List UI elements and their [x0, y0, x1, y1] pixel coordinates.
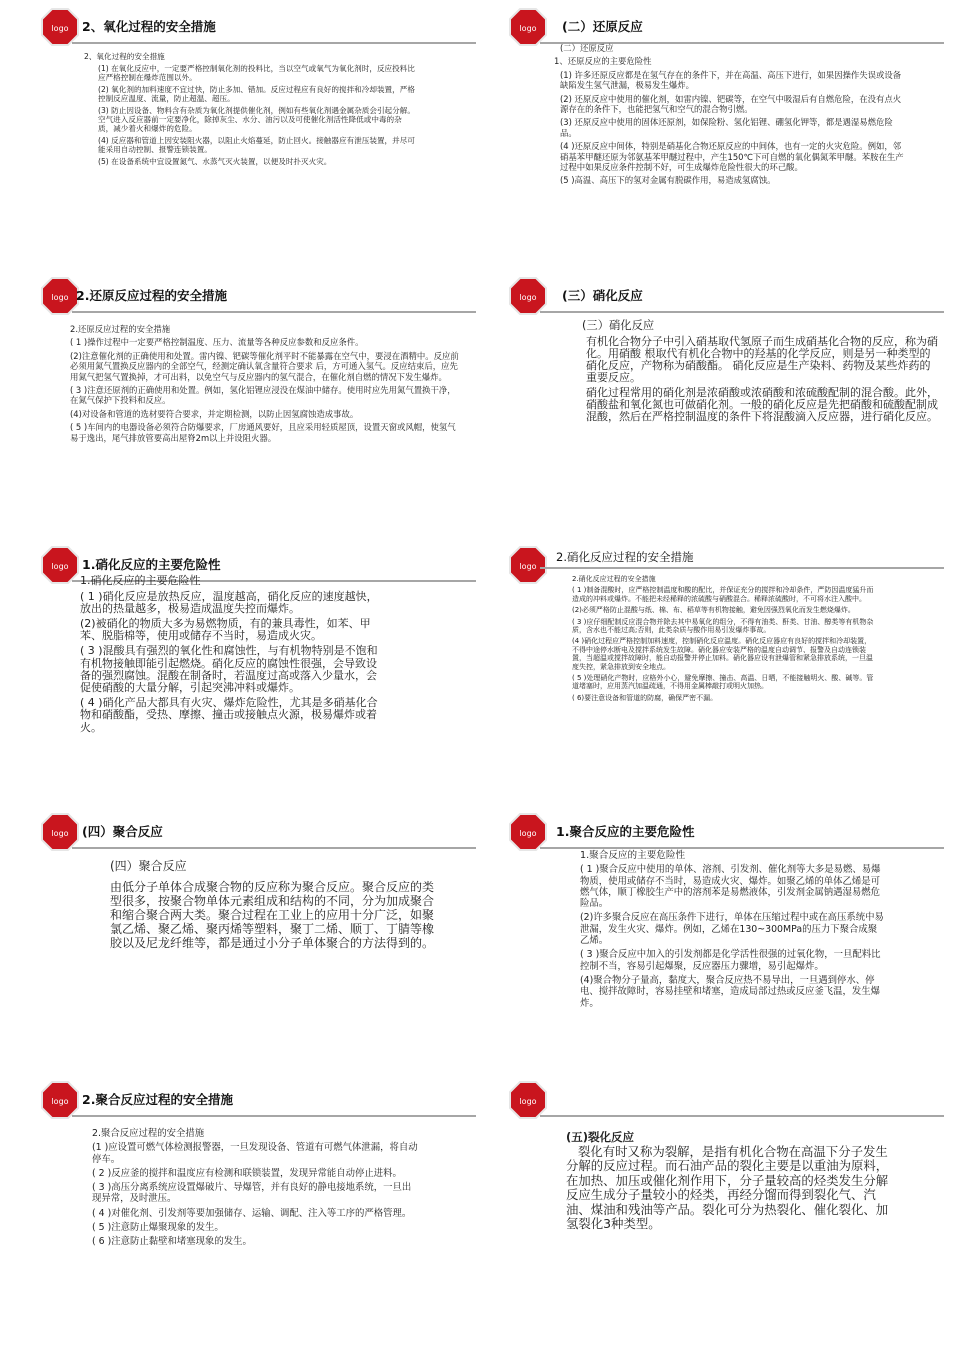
logo-badge — [40, 7, 80, 47]
list-item: ( 1 )硝化反应是放热反应，温度越高，硝化反应的速度越快，放出的热量越多，极易造成温度失控而爆炸。 — [80, 589, 378, 615]
list-item: ( 3 )聚合反应中加入的引发剂都是化学活性很强的过氧化物，一旦配料比控制不当，容易引起爆聚，反应器压力骤增，易引起爆炸。 — [580, 949, 881, 972]
logo-badge — [508, 1080, 548, 1120]
content-heading: 2.还原反应过程的安全措施 — [70, 324, 171, 334]
list-item: (3) 还原反应中使用的固体还原剂，如保险粉、氢化铝锂、硼氢化钾等，都是遇湿易燃危险品。 — [560, 117, 893, 138]
slide-title: (三）硝化反应 — [562, 288, 643, 303]
slide-content — [82, 52, 416, 169]
list-item: ( 3 )应仔细配制反应混合物并除去其中易氧化的组分，不得有油类、酐类、甘油、醇类等有机物杂质，含水也不能过高;否则，此类杂质与酸作用易引发爆炸事故。 — [572, 617, 874, 635]
slide-content — [80, 575, 384, 737]
list-item: ( 5 )注意防止爆聚现象的发生。 — [92, 1222, 224, 1234]
list-item: (2)必须严格防止混酸与纸、棉、布、稻草等有机物接触，避免因强烈氧化而发生燃烧爆炸。 — [572, 606, 855, 615]
content-heading: (五)裂化反应 — [566, 1130, 635, 1144]
logo-badge — [40, 276, 80, 316]
logo-badge — [40, 812, 80, 852]
title-divider — [72, 311, 476, 313]
slide-content — [70, 324, 464, 446]
logo-badge — [508, 812, 548, 852]
svg-text:logo: logo — [51, 1097, 69, 1106]
list-item: ( 5 )车间内的电器设备必须符合防爆要求，厂房通风要好，且应采用轻质屋顶，设置天窗或风帽，使氢气易于逸出，尾气排放管要高出屋脊2m以上并设阻火器。 — [70, 422, 456, 443]
slide-polymerization — [36, 810, 476, 1060]
list-item: ( 6 )注意防止黏壁和堵塞现象的发生。 — [92, 1236, 252, 1248]
slide-title: 2.硝化反应过程的安全措施 — [556, 550, 694, 564]
slide-oxidation-safety — [36, 5, 476, 255]
content-heading: (三）硝化反应 — [582, 319, 655, 332]
paragraph: 裂化有时又称为裂解，是指有机化合物在高温下分子发生分解的反应过程。而石油产品的裂化主要是以重油为原料，在加热、加压或催化剂作用下，分子量较高的烃类发生分解反应生成分子量较小的烃类，再经分馏而得到裂化气、汽油、煤油和残油等产品。裂化可分为热裂化、催化裂化、加氢裂化3种类型。 — [566, 1144, 889, 1232]
slide-title: 1.聚合反应的主要危险性 — [556, 824, 695, 839]
list-item: ( 3 )注意还原剂的正确使用和处置。例如，氢化铝锂应浸没在煤油中储存。使用时应先用氮气置换干净，在氮气保护下投料和反应。 — [70, 385, 456, 406]
slide-content — [582, 319, 940, 426]
content-heading: (二）还原反应 — [560, 43, 614, 53]
list-item: (4)聚合物分子量高，黏度大，聚合反应热不易导出，一旦遇到停水、停电、搅拌故障时，容易挂壁和堵塞，造成局部过热或反应釜飞温，发生爆炸。 — [580, 974, 881, 1009]
list-item: (3) 防止因设备、物料含有杂质为氧化剂提供催化剂，例如有些氧化剂遇金属杂质会引起分解。空气进入反应器前一定要净化，除掉灰尘、水分、油污以及可使催化剂活性降低或中毒的杂质，减少着火和爆炸的危险。 — [98, 106, 415, 133]
slide-content — [554, 43, 906, 189]
list-item: (1) 许多还原反应都是在氢气存在的条件下，并在高温、高压下进行，如果因操作失误或设备缺陷发生氢气泄漏，极易发生爆炸。 — [560, 69, 902, 91]
logo-badge — [508, 545, 548, 585]
svg-text:logo: logo — [519, 562, 537, 571]
slide-nitration-hazards — [36, 543, 476, 793]
content-heading: 2.聚合反应过程的安全措施 — [92, 1128, 205, 1139]
svg-text:logo: logo — [51, 829, 69, 838]
slide-title: 2、氧化过程的安全措施 — [82, 19, 216, 34]
logo-badge — [40, 545, 80, 585]
svg-text:logo: logo — [519, 829, 537, 838]
title-divider — [540, 1115, 944, 1117]
title-divider — [72, 847, 476, 849]
svg-text:logo: logo — [519, 1097, 537, 1106]
title-divider — [72, 1115, 476, 1117]
list-item: (1 )应设置可燃气体检测报警器，一旦发现设备、管道有可燃气体泄漏，将自动停车。 — [92, 1142, 418, 1165]
slide-content — [92, 1128, 420, 1251]
slide-content — [572, 575, 878, 705]
list-item: ( 3 )高压分离系统应设置爆破片、导爆管，并有良好的静电接地系统，一旦出现异常，及时泄压。 — [92, 1182, 412, 1205]
list-item: ( 1 )制备混酸时，应严格控制温度和酸的配比，并保证充分的搅拌和冷却条件，严防因温度猛升而造成的冲料或爆炸。不能把未经稀释的浓硫酸与硝酸混合。稀释浓硫酸时，不可将水注入酸中。 — [572, 586, 874, 603]
list-item: (4 )硝化过程应严格控制加料速度，控制硝化反应温度。硝化反应器应有良好的搅拌和冷却装置，不得中途停水断电及搅拌系统发生故障。硝化器应安装严格的温度自动调节、报警及自动连锁装置，当超温或搅拌故障时，能自动报警并停止加料。硝化器应设有泄爆管和紧急排放系统，一旦温度失控，紧急排放到安全地点。 — [572, 637, 873, 671]
logo-badge — [40, 1080, 80, 1120]
list-item: (4 )还原反应中间体，特别是硝基化合物还原反应的中间体，也有一定的火灾危险。例如，邻硝基苯甲醚还原为邻氨基苯甲醚过程中，产生150℃下可自燃的氧化偶氮苯甲醚。苯胺在生产过程中如果反应条件控制不好，可生成爆炸危险性很大的环己酸。 — [560, 141, 904, 173]
list-item: (5) 在设备系统中宜设置氮气、水蒸气灭火装置，以便及时扑灭火灾。 — [98, 157, 332, 166]
slide-content — [580, 850, 884, 1012]
slide-title: (二）还原反应 — [562, 19, 643, 34]
logo-text: logo — [51, 24, 69, 33]
content-heading: 2、氧化过程的安全措施 — [84, 52, 165, 61]
slide-reduction — [504, 5, 944, 255]
slide-nitration — [504, 274, 944, 524]
slide-title: 2.聚合反应过程的安全措施 — [82, 1092, 233, 1107]
slide-reduction-safety — [36, 274, 476, 524]
content-subheading: 1、还原反应的主要危险性 — [554, 56, 652, 67]
list-item: (2) 氧化剂的加料速度不宜过快，防止多加、错加。反应过程应有良好的搅拌和冷却装置，严格控制反应温度、流量，防止超温、超压。 — [98, 85, 415, 103]
slide-nitration-safety — [504, 543, 944, 793]
slide-content — [110, 860, 440, 953]
list-item: ( 1 )聚合反应中使用的单体、溶剂、引发剂、催化剂等大多是易燃、易爆物质，使用或储存不当时，易造成火灾、爆炸。如聚乙烯的单体乙烯是可燃气体，顺丁橡胶生产中的溶剂苯是易燃液体，引发剂金属钠遇湿易燃危险品。 — [580, 864, 881, 910]
slide-content — [566, 1130, 894, 1234]
list-item: (1) 在氧化反应中，一定要严格控制氧化剂的投料比，当以空气或氧气为氧化剂时，反应投料比应严格控制在爆炸范围以外。 — [98, 64, 415, 82]
list-item: (4) 反应器和管道上因安装阻火器，以阻止火焰蔓延，防止回火。接触器应有泄压装置，并尽可能采用自动控制、报警连锁装置。 — [98, 136, 415, 154]
title-divider — [540, 847, 944, 849]
slide-title: 1.硝化反应的主要危险性 — [82, 557, 221, 572]
content-heading: 1.聚合反应的主要危险性 — [580, 850, 686, 861]
slide-title: (四）聚合反应 — [82, 824, 163, 839]
list-item: ( 4 )对催化剂、引发剂等要加强储存、运输、调配、注入等工序的严格管理。 — [92, 1207, 412, 1219]
paragraph: 有机化合物分子中引入硝基取代氢原子而生成硝基化合物的反应，称为硝化。用硝酸 根取代有机化合物中的羟基的化学反应，则是另一种类型的硝化反应，产物称为硝酸酯。 硝化反应是生产染料、药物及某些炸药的重要反应。 — [586, 334, 938, 384]
list-item: ( 1 )操作过程中一定要严格控制温度、压力、流量等各种反应参数和反应条件。 — [70, 337, 364, 348]
content-heading: 1.硝化反应的主要危险性 — [80, 574, 201, 587]
content-heading: (四）聚合反应 — [110, 859, 187, 873]
logo-badge — [508, 276, 548, 316]
title-divider — [72, 42, 476, 44]
list-item: ( 2 )反应釜的搅拌和温度应有检测和联锁装置，发现异常能自动停止进料。 — [92, 1167, 402, 1179]
title-divider — [540, 311, 944, 313]
paragraph: 硝化过程常用的硝化剂是浓硝酸或浓硝酸和浓硫酸配制的混合酸。此外，硝酸盐和氧化氮也可做硝化剂。一般的硝化反应是先把硝酸和硫酸配制成混酸，然后在严格控制温度的条件下将混酸滴入反应器，进行硝化反应。 — [586, 385, 938, 423]
slide-polymerization-hazards — [504, 810, 944, 1060]
svg-text:logo: logo — [519, 293, 537, 302]
list-item: (5 )高温、高压下的氢对金属有脱碳作用，易造成氢腐蚀。 — [560, 175, 776, 186]
slide-title: 2.还原反应过程的安全措施 — [76, 288, 227, 303]
list-item: (2)被硝化的物质大多为易燃物质，有的兼具毒性，如苯、甲苯、脱脂棉等，使用或储存不当时，易造成火灾。 — [80, 616, 371, 643]
list-item: (2)许多聚合反应在高压条件下进行，单体在压缩过程中或在高压系统中易泄漏，发生火灾、爆炸。例如，乙烯在130~300MPa的压力下聚合成聚乙烯。 — [580, 912, 884, 947]
slide-cracking — [504, 1078, 944, 1328]
list-item: ( 6)要注意设备和管道的防腐，确保严密不漏。 — [572, 693, 718, 702]
svg-text:logo: logo — [519, 24, 537, 33]
list-item: ( 5 )处理硝化产物时，应格外小心，避免摩擦、撞击、高温、日晒，不能接触明火、酸、碱等。管道堵塞时，应用蒸汽加温疏通，不得用金属棒敲打或明火加热。 — [572, 674, 874, 691]
paragraph: 由低分子单体合成聚合物的反应称为聚合反应。聚合反应的类型很多，按聚合物单体元素组成和结构的不同，分为加成聚合和缩合聚合两大类。聚合过程在工业上的应用十分广泛，如聚氯乙烯、聚乙烯、聚丙烯等塑料，聚丁二烯、顺丁、丁腈等橡胶以及尼龙纤维等，都是通过小分子单体聚合的方法得到的。 — [110, 879, 435, 950]
svg-text:logo: logo — [51, 293, 69, 302]
list-item: ( 3 )混酸具有强烈的氧化性和腐蚀性，与有机物特别是不饱和有机物接触即能引起燃烧。硝化反应的腐蚀性很强，会导致设备的强烈腐蚀。混酸在制备时，若温度过高或落入少量水，会促使硝酸的大量分解，引起突沸冲料或爆炸。 — [80, 644, 378, 694]
list-item: (2) 还原反应中使用的催化剂，如雷内镍、钯碳等，在空气中吸湿后有自燃危险，在没有点火源存在的条件下，也能把氢气和空气的混合物引燃。 — [560, 93, 902, 115]
list-item: (4)对设备和管道的选材要符合要求，并定期检测，以防止因氢腐蚀造成事故。 — [70, 408, 359, 419]
svg-text:logo: logo — [51, 562, 69, 571]
title-divider — [540, 567, 944, 569]
list-item: (2)注意催化剂的正确使用和处置。雷内镍、钯碳等催化剂平时不能暴露在空气中，要浸在酒精中。反应前必须用氮气置换反应器内的全部空气，经测定确认氧含量符合要求 后，方可通入氢气。反应结束后，应先用氮气把氢气置换掉，才可出料，以免空气与反应器内的氢气混合，在催化剂自燃的情况下发生爆炸。 — [70, 350, 459, 382]
slide-polymerization-safety — [36, 1078, 476, 1328]
logo-badge — [508, 7, 548, 47]
list-item: ( 4 )硝化产品大都具有火灾、爆炸危险性，尤其是多硝基化合物和硝酸酯，受热、摩擦、撞击或接触点火源，极易爆炸或着火。 — [80, 696, 378, 734]
content-heading: 2.硝化反应过程的安全措施 — [572, 575, 656, 583]
